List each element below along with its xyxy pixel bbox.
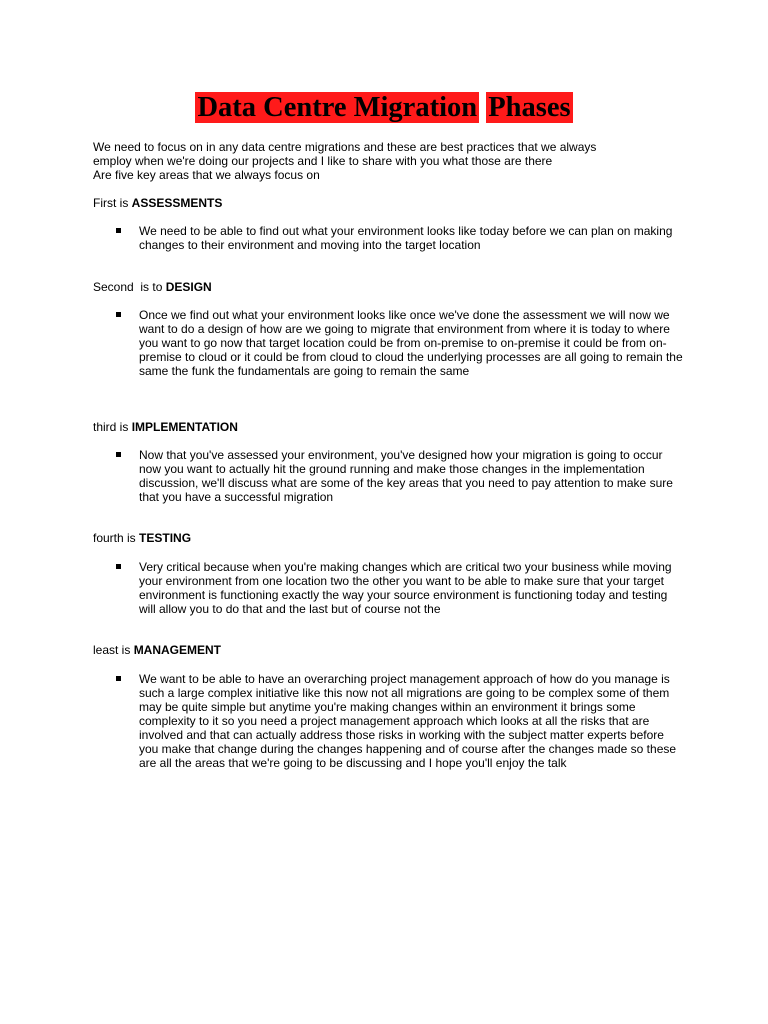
section-keyword: ASSESSMENTS bbox=[131, 196, 223, 210]
square-bullet-icon bbox=[116, 228, 121, 233]
bullet-item bbox=[93, 560, 683, 616]
page-title bbox=[0, 90, 768, 126]
square-bullet-icon bbox=[116, 312, 121, 317]
section-prefix: First is bbox=[93, 196, 132, 210]
section-heading-design bbox=[93, 280, 212, 294]
section-prefix: third is bbox=[93, 420, 132, 434]
bullet-text: Now that you've assessed your environment, you've designed how your migration is going to occur now you want to actually hit the ground running and make those changes in the implementation discussion, we'll discuss what are some of the key areas that you need to pay attention to make sure that you have a successful migration bbox=[139, 448, 673, 504]
bullet-item bbox=[93, 308, 683, 378]
section-heading-testing bbox=[93, 531, 191, 545]
bullet-item bbox=[93, 224, 683, 252]
intro-paragraph bbox=[93, 140, 693, 182]
title-highlight-1: Data Centre Migration bbox=[197, 92, 478, 123]
section-heading-implementation bbox=[93, 420, 238, 434]
section-keyword: IMPLEMENTATION bbox=[131, 420, 238, 434]
section-heading-management bbox=[93, 643, 221, 657]
intro-line: Are five key areas that we always focus on bbox=[93, 168, 320, 182]
section-keyword: MANAGEMENT bbox=[133, 643, 222, 657]
section-prefix: least is bbox=[93, 643, 134, 657]
section-prefix: Second is to bbox=[93, 280, 166, 294]
bullet-text: Once we find out what your environment looks like once we've done the assessment we will now we want to do a design of how are we going to migrate that environment from where it is today to where you want to go now that target location could be from on-premise to on-premise it could be from on-premise to cloud or it could be from cloud to cloud the underlying processes are all going to remain the same the funk the fundamentals are going to remain the same bbox=[139, 308, 683, 378]
bullet-item bbox=[93, 672, 683, 770]
bullet-text: Very critical because when you're making changes which are critical two your business while moving your environment from one location two the other you want to be able to make sure that your target environment is functioning exactly the way your source environment is functioning today and testing will allow you to do that and the last but of course not the bbox=[139, 560, 672, 616]
square-bullet-icon bbox=[116, 564, 121, 569]
bullet-item bbox=[93, 448, 683, 504]
bullet-text: We want to be able to have an overarching project management approach of how do you manage is such a large complex initiative like this now not all migrations are going to be complex some of them may be quite simple but anytime you're making changes within an environment it brings some complexity to it so you need a project management approach which looks at all the risks that are involved and that can actually address those risks in working with the subject matter experts before you make that change during the changes happening and of course after the changes made so these are all the areas that we're going to be discussing and I hope you'll enjoy the talk bbox=[139, 672, 677, 770]
intro-line: We need to focus on in any data centre migrations and these are best practices that we always bbox=[93, 140, 597, 154]
square-bullet-icon bbox=[116, 676, 121, 681]
section-keyword: DESIGN bbox=[165, 280, 212, 294]
bullet-text: We need to be able to find out what your environment looks like today before we can plan on making changes to their environment and moving into the target location bbox=[139, 224, 673, 252]
title-highlight-2: Phases bbox=[488, 92, 571, 123]
section-keyword: TESTING bbox=[139, 531, 192, 545]
intro-line: employ when we're doing our projects and I like to share with you what those are there bbox=[93, 154, 553, 168]
section-heading-assessments bbox=[93, 196, 222, 210]
square-bullet-icon bbox=[116, 452, 121, 457]
section-prefix: fourth is bbox=[93, 531, 140, 545]
